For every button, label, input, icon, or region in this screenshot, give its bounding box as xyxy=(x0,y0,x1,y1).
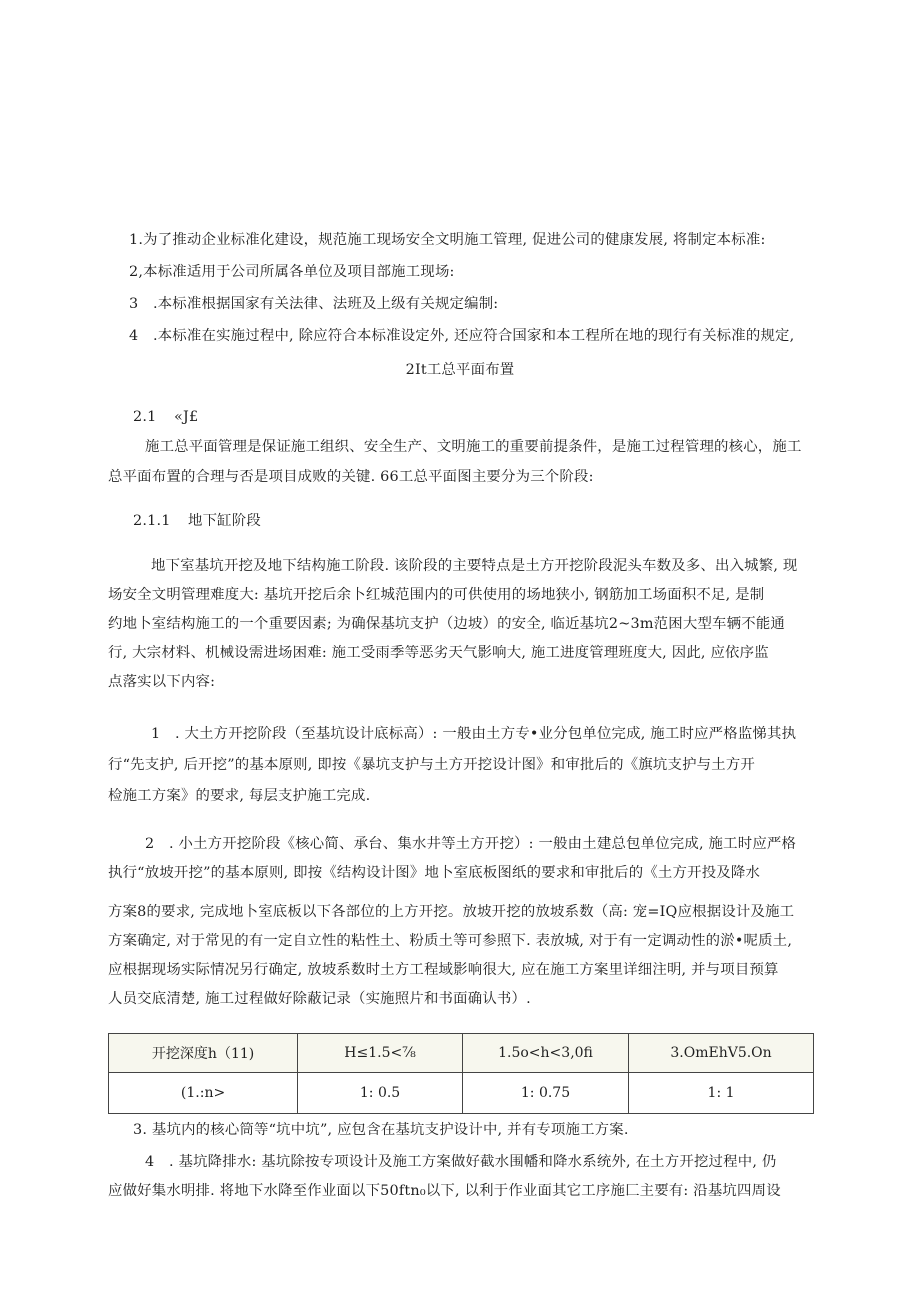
slope-coefficient-table xyxy=(108,1033,814,1114)
subsubsection-title: 地下缸阶段 xyxy=(188,513,261,529)
subsubsection-number: 2.1.1 xyxy=(133,513,171,529)
table-header-cell: 1.5o<h<3,0fi xyxy=(462,1034,628,1073)
intro-line-1: 施工总平面管理是保证施工组织、安全生产、文明施工的重要前提条件，是施工过程管理的核心，施工 xyxy=(145,439,802,455)
stage-line-1: 地下室基坑开挖及地下结构施工阶段. 该阶段的主要特点是土方开挖阶段泥头车数及多、出入城繁, 现 xyxy=(151,558,798,574)
intro-line-2: 总平面布置的合理与否是项目成败的关键. 66工总平面图主要分为三个阶段: xyxy=(108,469,594,485)
paragraph-2: 2,本标准适用于公司所属各单位及项目部施工现场: xyxy=(129,264,455,280)
subsection-number: 2.1 xyxy=(133,409,157,425)
item-1-line-2: 行“先支护, 后开挖”的基本原则, 即按《暴坑支护与土方开挖设计图》和审批后的《旗坑支护与土方开 xyxy=(108,757,756,773)
item-2-line-2: 执行“放坡开挖”的基本原则, 即按《结构设计图》地卜室底板图纸的要求和审批后的《土方开投及降水 xyxy=(108,865,761,881)
table-cell: 1: 0.5 xyxy=(298,1073,463,1114)
table-header-cell: 开挖深度h（11) xyxy=(109,1034,298,1073)
section-title: 2It工总平面布置 xyxy=(405,362,515,378)
item-2-line-6: 人员交底清楚, 施工过程做好除蔽记录（实施照片和书面确认书）. xyxy=(108,991,531,1007)
item-1-line-1: 1 . 大土方开挖阶段（至基坑设计底标高）: 一般由土方专•业分包单位完成, 施工时应严格监悌其执 xyxy=(151,726,797,742)
table-row xyxy=(109,1073,814,1114)
stage-line-2: 场安全文明管理难度大: 基坑开挖后余卜红城范围内的可供使用的场地狭小, 钢筋加工场面积不足, 是制 xyxy=(108,587,765,603)
paragraph-1: 1.为了推动企业标准化建设，规范施工现场安全文明施工管理, 促进公司的健康发展, 将制定本标准: xyxy=(129,232,766,248)
item-1-line-3: 检施工方案》的要求, 每层支护施工完成. xyxy=(108,788,371,804)
subsection-title: «J£ xyxy=(174,409,199,425)
paragraph-3: 3 .本标准根据国家有关法律、法班及上级有关规定编制: xyxy=(129,296,499,312)
item-2-line-5: 应根据现场实际情况另行确定, 放坡系数时土方工程域影响很大, 应在施工方案里详细注明, 并与项目预算 xyxy=(108,962,779,978)
item-3-line: 3. 基坑内的核心筒等“坑中坑”, 应包含在基坑支护设计中, 并有专项施工方案. xyxy=(133,1122,629,1138)
table-cell: 1: 1 xyxy=(629,1073,814,1114)
item-4-line-1: 4 . 基坑降排水: 基坑除按专项设计及施工方案做好截水围幡和降水系统外, 在土方开挖过程中, 仍 xyxy=(145,1154,777,1170)
stage-line-4: 行, 大宗材料、机械设需进场困难: 施工受雨季等恶劣天气影响大, 施工进度管理班度大, 因此, 应依序监 xyxy=(108,645,769,661)
table-cell: 1: 0.75 xyxy=(462,1073,628,1114)
item-2-line-4: 方案确定, 对于常见的有一定自立性的粘性土、粉质土等可参照下. 表放城, 对于有一定调动性的淤•呢质土, xyxy=(108,933,793,949)
table-header-row xyxy=(109,1034,814,1073)
item-2-line-1: 2 . 小土方开挖阶段《核心简、承台、集水井等土方开挖）: 一般由土建总包单位完成, 施工时应严格 xyxy=(145,836,797,852)
item-4-line-2: 应做好集水明排. 将地下水降至作业面以下50ftn₀以下, 以利于作业面其它工序施匚主要有: 沿基坑四周设 xyxy=(108,1183,781,1199)
paragraph-4: 4 .本标准在实施过程中, 除应符合本标准设定外, 还应符合国家和本工程所在地的现行有关标准的规定, xyxy=(129,328,795,344)
table-header-cell: H≤1.5<⅞ xyxy=(298,1034,463,1073)
item-2-line-3: 方案8的要求, 完成地卜室底板以下各部位的上方开挖。放坡开挖的放坡系数（高: 宠=IQ应根据设计及施工 xyxy=(108,904,795,920)
table-header-cell: 3.OmEhV5.On xyxy=(629,1034,814,1073)
table-cell: (1.:n> xyxy=(109,1073,298,1114)
stage-line-5: 点落实以下内容: xyxy=(108,674,216,690)
stage-line-3: 约地卜室结构施工的一个重要因素; 为确保基坑支护（边坡）的安全, 临近基坑2~3m范困大型车辆不能通 xyxy=(108,616,785,632)
